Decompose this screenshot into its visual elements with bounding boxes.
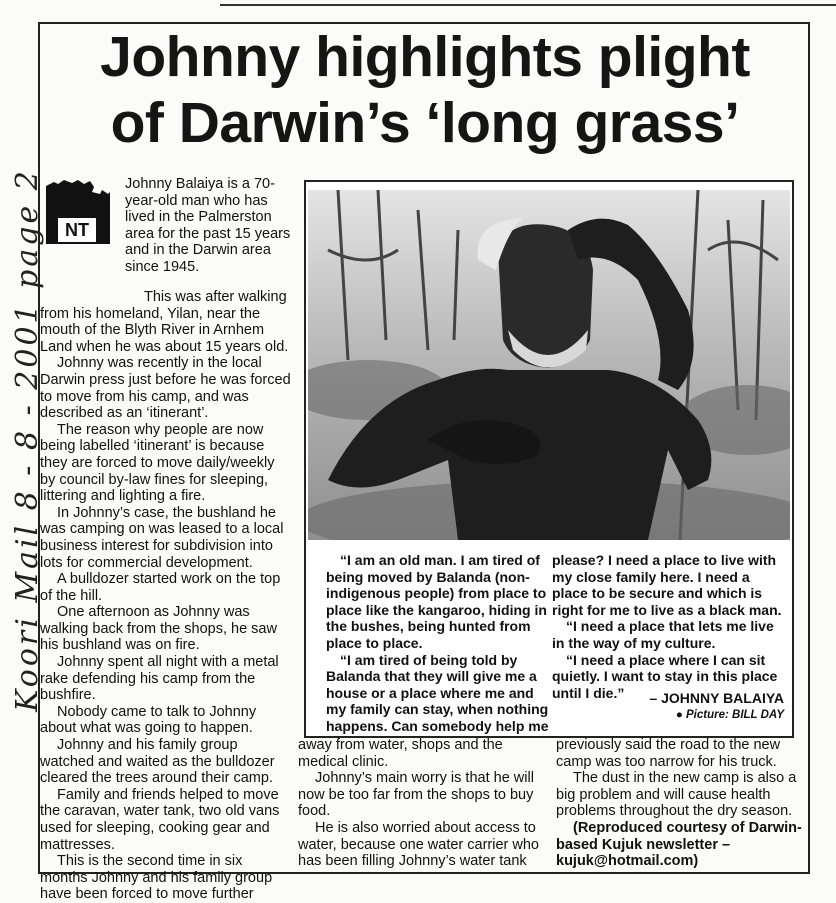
nt-map-badge (44, 178, 116, 246)
portrait-image (308, 190, 790, 540)
article-paragraph: This was after walking from his homeland, Yilan, near the mouth of the Blyth River in Arnhem Land when he was about 15 years old. (40, 289, 289, 355)
quote-column-2 (552, 552, 786, 701)
article-intro (125, 176, 293, 276)
article-paragraph: The reason why people are now being labelled ‘itinerant’ is because they are forced to move daily/weekly by council by-law fines for sleeping, littering and lighting a fire. (40, 421, 275, 505)
article-paragraph: Johnny’s main worry is that he will now be too far from the shops to buy food. (298, 770, 534, 820)
article-paragraph: Johnny spent all night with a metal rake defending his camp from the bushfire. (40, 654, 279, 704)
article-paragraph: away from water, shops and the medical clinic. (298, 737, 503, 770)
quote-paragraph: “I need a place where I can sit quietly. I want to stay in this place until I die.” (552, 651, 778, 701)
clipping-top-edge (0, 0, 836, 8)
article-column-1 (40, 289, 292, 903)
quote-paragraph: please? I need a place to live with my close family here. I need a place to be secure and which is right for me to live as a black man. (552, 552, 782, 618)
article-paragraph: Johnny Balaiya is a 70-year-old man who has lived in the Palmerston area for the past 15 years and in the Darwin area since 1945. (125, 176, 291, 275)
article-column-2 (298, 737, 548, 870)
handwritten-margin-note: Koori Mail 8 - 8 - 2001 page 2 (10, 168, 45, 712)
quote-paragraph: “I am tired of being told by Balanda that they will give me a house or a place where me and my family can stay, when nothing happens. Can somebody help me (326, 651, 549, 734)
quote-paragraph: “I am an old man. I am tired of being moved by Balanda (non-indigenous people) from place to place like the kangaroo, hiding in the bushes, being hunted from place to place. (326, 552, 547, 651)
article-paragraph: previously said the road to the new camp was too narrow for his truck. (556, 737, 781, 770)
quote-attribution: – JOHNNY BALAIYA (649, 690, 784, 706)
region-label: NT (58, 218, 96, 242)
article-paragraph: Johnny was recently in the local Darwin press just before he was forced to move from his camp, and was described as an ‘itinerant’. (40, 355, 291, 422)
photo-credit: ● Picture: BILL DAY (675, 709, 784, 721)
article-paragraph: In Johnny’s case, the bushland he was camping on was leased to a local business interest for subdivision into lots for commercial development. (40, 504, 284, 571)
article-column-3 (556, 737, 804, 870)
top-rule (220, 4, 836, 6)
article-paragraph: Johnny and his family group watched and waited as the bulldozer cleared the trees around their camp. (40, 737, 275, 787)
headline-line-2: of Darwin’s ‘long grass’ (110, 91, 740, 155)
article-paragraph: Nobody came to talk to Johnny about what was going to happen. (40, 703, 257, 737)
article-paragraph: He is also worried about access to water, because one water carrier who has been filling Johnny’s water tank (298, 819, 539, 870)
headline (40, 24, 810, 156)
johnny-photo (308, 190, 790, 540)
article-paragraph: Family and friends helped to move the caravan, water tank, two old vans used for sleeping, cooking gear and mattresses. (40, 786, 280, 853)
article-paragraph: This is the second time in six months Johnny and his family group have been forced to move further (40, 853, 273, 903)
quote-column-1 (326, 552, 550, 735)
headline-line-1: Johnny highlights plight (100, 25, 750, 89)
article-paragraph: One afternoon as Johnny was walking back from the shops, he saw his bushland was on fire. (40, 604, 277, 654)
quote-paragraph: “I need a place that lets me live in the way of my culture. (552, 618, 774, 651)
article-paragraph: A bulldozer started work on the top of the hill. (40, 571, 281, 604)
reproduction-note: (Reproduced courtesy of Darwin-based Kujuk newsletter – kujuk@hotmail.com) (556, 819, 802, 870)
article-paragraph: The dust in the new camp is also a big problem and will cause health problems throughout the dry season. (556, 770, 797, 820)
